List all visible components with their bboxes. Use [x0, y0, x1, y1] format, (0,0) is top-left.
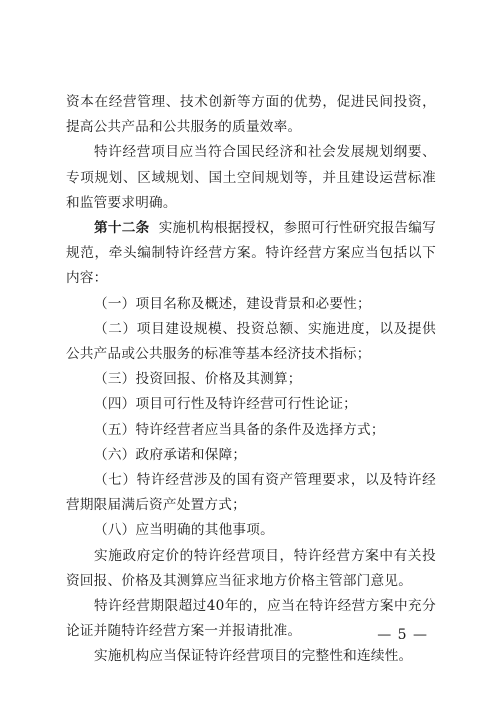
paragraph: 实施政府定价的特许经营项目，特许经营方案中有关投资回报、价格及其测算应当征求地方价格主管部门意见。: [66, 547, 436, 589]
article-text: 实施机构根据授权，参照可行性研究报告编写规范，牵头编制特许经营方案。特许经营方案应当包括以下内容：: [66, 220, 437, 287]
document-body: [66, 90, 436, 670]
list-item: （七）特许经营涉及的国有资产管理要求，以及特许经营期限届满后资产处置方式；: [66, 472, 436, 514]
list-item: （二）项目建设规模、投资总额、实施进度，以及提供公共产品或公共服务的标准等基本经济技术指标；: [66, 320, 436, 363]
list-item: （一）项目名称及概述，建设背景和必要性；: [94, 295, 371, 312]
article-paragraph: [66, 216, 436, 292]
list-item: （八）应当明确的其他事项。: [94, 522, 274, 539]
list-item: （六）政府承诺和保障；: [94, 446, 247, 463]
paragraph: 特许经营项目应当符合国民经济和社会发展规划纲要、专项规划、区域规划、国土空间规划等，并且建设运营标准和监管要求明确。: [66, 144, 436, 211]
paragraph: 实施机构应当保证特许经营项目的完整性和连续性。: [94, 648, 413, 665]
paragraph: 特许经营期限超过40年的，应当在特许经营方案中充分论证并随特许经营方案一并报请批准。: [66, 598, 436, 640]
paragraph: 资本在经营管理、技术创新等方面的优势，促进民间投资，提高公共产品和公共服务的质量效率。: [66, 94, 436, 136]
article-number: 第十二条: [94, 220, 150, 237]
page-number: — 5 —: [377, 627, 428, 643]
article-sep: [149, 220, 158, 236]
list-item: （四）项目可行性及特许经营可行性论证；: [94, 396, 358, 413]
list-item: （三）投资回报、价格及其测算；: [94, 371, 302, 388]
list-item: （五）特许经营者应当具备的条件及选择方式；: [94, 421, 385, 438]
